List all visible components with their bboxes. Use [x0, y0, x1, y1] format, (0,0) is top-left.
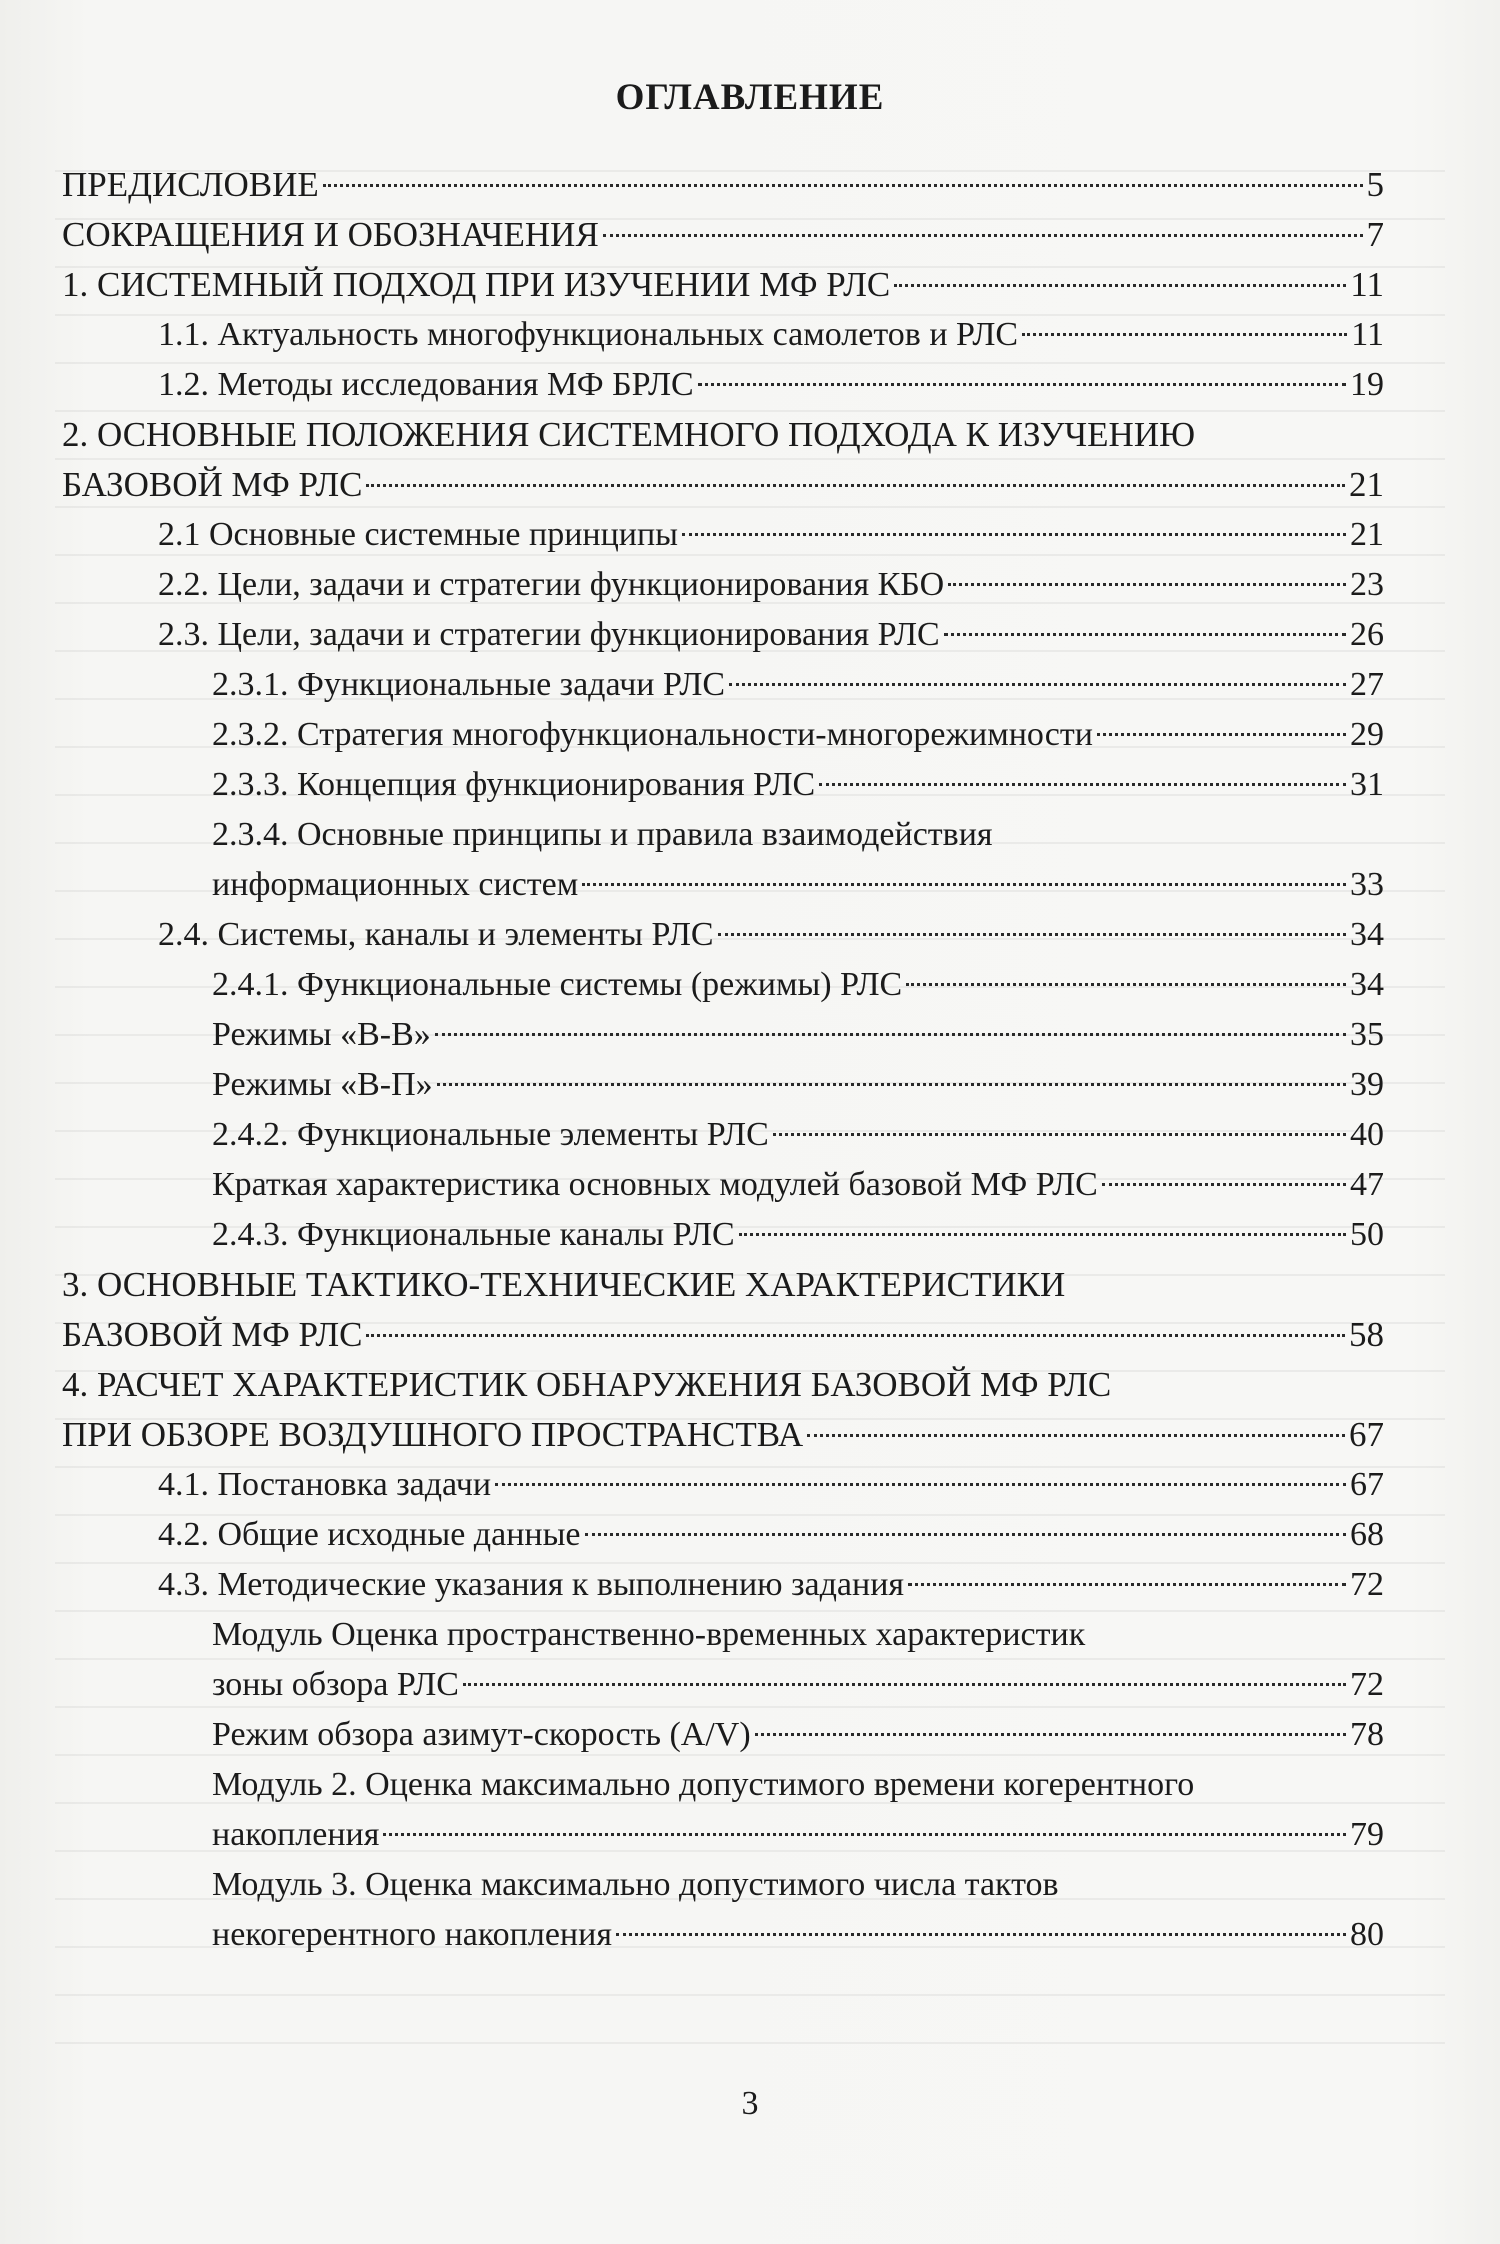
toc-entry[interactable]: 2.4. Системы, каналы и элементы РЛС 34 [158, 916, 1384, 953]
toc-entry[interactable]: 2.3. Цели, задачи и стратегии функционирования РЛС 26 [158, 616, 1384, 653]
toc-entry[interactable]: информационных систем 33 [212, 866, 1384, 903]
toc-entry[interactable]: Модуль Оценка пространственно-временных характеристик [212, 1616, 1086, 1653]
toc-entry[interactable]: БАЗОВОЙ МФ РЛС 58 [62, 1315, 1384, 1354]
toc-entry[interactable]: Режим обзора азимут-скорость (A/V) 78 [212, 1716, 1384, 1753]
toc-entry[interactable]: 2. ОСНОВНЫЕ ПОЛОЖЕНИЯ СИСТЕМНОГО ПОДХОДА К ИЗУЧЕНИЮ [62, 415, 1196, 454]
toc-entry[interactable]: Модуль 2. Оценка максимально допустимого времени когерентного [212, 1766, 1195, 1803]
toc-entry[interactable]: Модуль 3. Оценка максимально допустимого числа тактов [212, 1866, 1059, 1903]
toc-entry[interactable]: Режимы «В-В» 35 [212, 1016, 1384, 1053]
toc-entry[interactable]: 2.3.2. Стратегия многофункциональности-многорежимности 29 [212, 716, 1384, 753]
toc-entry[interactable]: 2.4.1. Функциональные системы (режимы) РЛС 34 [212, 966, 1384, 1003]
toc-entry[interactable]: 4.1. Постановка задачи 67 [158, 1466, 1384, 1503]
toc-entry[interactable]: БАЗОВОЙ МФ РЛС 21 [62, 465, 1384, 504]
toc-entry[interactable]: 4.2. Общие исходные данные 68 [158, 1516, 1384, 1553]
toc-entry[interactable]: ПРИ ОБЗОРЕ ВОЗДУШНОГО ПРОСТРАНСТВА 67 [62, 1415, 1384, 1454]
toc-entry[interactable]: Режимы «В-П» 39 [212, 1066, 1384, 1103]
page-title: ОГЛАВЛЕНИЕ [615, 77, 885, 118]
toc-entry[interactable]: 2.3.4. Основные принципы и правила взаимодействия [212, 816, 993, 853]
toc-entry[interactable]: 2.2. Цели, задачи и стратегии функционирования КБО 23 [158, 566, 1384, 603]
toc-entry[interactable]: 2.3.3. Концепция функционирования РЛС 31 [212, 766, 1384, 803]
toc-entry[interactable]: 2.4.2. Функциональные элементы РЛС 40 [212, 1116, 1384, 1153]
toc-entry[interactable]: Краткая характеристика основных модулей базовой МФ РЛС 47 [212, 1166, 1384, 1203]
toc-entry[interactable]: некогерентного накопления 80 [212, 1916, 1384, 1953]
toc-entry[interactable]: СОКРАЩЕНИЯ И ОБОЗНАЧЕНИЯ 7 [62, 215, 1384, 254]
toc-entry[interactable]: накопления 79 [212, 1816, 1384, 1853]
toc-entry[interactable]: 2.3.1. Функциональные задачи РЛС 27 [212, 666, 1384, 703]
toc-entry[interactable]: 1. СИСТЕМНЫЙ ПОДХОД ПРИ ИЗУЧЕНИИ МФ РЛС 11 [62, 265, 1384, 304]
toc-entry[interactable]: 2.4.3. Функциональные каналы РЛС 50 [212, 1216, 1384, 1253]
toc-entry[interactable]: 4. РАСЧЕТ ХАРАКТЕРИСТИК ОБНАРУЖЕНИЯ БАЗОВОЙ МФ РЛС [62, 1365, 1112, 1404]
toc-entry[interactable]: ПРЕДИСЛОВИЕ 5 [62, 165, 1384, 204]
toc-entry[interactable]: зоны обзора РЛС 72 [212, 1666, 1384, 1703]
toc-entry[interactable]: 1.2. Методы исследования МФ БРЛС 19 [158, 366, 1384, 403]
page-number: 3 [741, 2085, 759, 2122]
toc-entry[interactable]: 2.1 Основные системные принципы 21 [158, 516, 1384, 553]
toc-entry[interactable]: 4.3. Методические указания к выполнению задания 72 [158, 1566, 1384, 1603]
toc-entry[interactable]: 1.1. Актуальность многофункциональных самолетов и РЛС 11 [158, 316, 1384, 353]
toc-entry[interactable]: 3. ОСНОВНЫЕ ТАКТИКО-ТЕХНИЧЕСКИЕ ХАРАКТЕРИСТИКИ [62, 1265, 1066, 1304]
